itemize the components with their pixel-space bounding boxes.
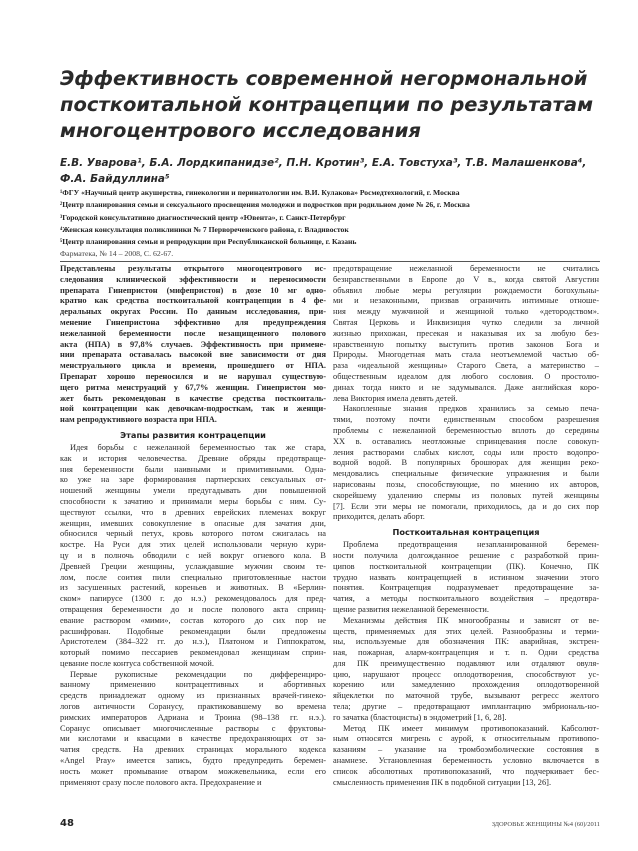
text-line: обносился черный петух, кровь которого потом сжигалась на: [60, 529, 326, 539]
text-line: цевание после контуса собственной мочой.: [60, 658, 214, 668]
affiliation-item: ⁴Женская консультация поликлиники № 7 Первореченского района, г. Владивосток: [60, 224, 349, 234]
text-line: го зачатка (бластоцисты) в эндометрий [1, 6, 28].: [333, 712, 507, 722]
text-line: нарисованы позы, способствующие, по мнению их авторов,: [333, 479, 599, 489]
right-body-text-bottom: [333, 540, 599, 788]
right-body-text-top: [333, 264, 599, 523]
abstract-line: деральных округах России. По данным исследования, при-: [60, 307, 326, 317]
text-line: Святая Церковь и Инквизиция чутко следили за личной: [333, 317, 599, 327]
text-line: ванному применению контрацептивных и абортивных: [60, 680, 326, 690]
text-line: анамнезе. Установленная беременность условно включается в: [333, 756, 599, 766]
abstract-line: следования клинической эффективности и переносимости: [60, 274, 326, 284]
text-line: лева Виктория имела девять детей.: [333, 393, 458, 403]
text-line: приходится, делать аборт.: [333, 512, 425, 522]
abstract-line: Препарат хорошо переносился и не нарушал существую-: [60, 371, 326, 381]
abstract-line: Представлены результаты открытого многоцентрового ис-: [60, 264, 326, 273]
text-line: нравственную попытку выступить против законов Бога и: [333, 339, 599, 349]
abstract-line: щего ритма менструаций у 67,7% женщин. Гинепристон мо-: [60, 382, 326, 392]
left-body-text: [60, 443, 326, 789]
text-line: динах тогда никто и не задумывался. Даже английская коро-: [333, 382, 599, 392]
text-line: как и история человечества. Древние обряды предотвраще-: [60, 453, 326, 463]
text-line: скорейшему удалению спермы из половых путей женщины: [333, 490, 599, 500]
abstract-line: нежеланной беременности после незащищенного полового: [60, 328, 326, 338]
title-line: многоцентрового исследования: [60, 119, 421, 142]
text-line: яйцеклетки по маточной трубе, вызывают регресс желтого: [333, 691, 599, 701]
text-line: корению или замедлению прохождения оплодотворенной: [333, 680, 599, 690]
text-line: логов античности Соранусу, практиковавшему во времена: [60, 702, 326, 712]
text-line: Древней Греции женщины, услаждавшие мужчин своим те-: [60, 561, 326, 571]
text-line: список абсолютных противопоказаний, что подчеркивает бес-: [333, 766, 599, 776]
text-line: чатия средств. На древних страницах морального кодекса: [60, 745, 326, 755]
text-line: Аристотелем (384–322 гг. до н.э.), Платоном и Гиппократом,: [60, 637, 326, 647]
text-line: Механизмы действия ПК многообразны и зависят от ве-: [343, 615, 599, 625]
text-line: мендовались специальные физические упражнения и были: [333, 469, 599, 479]
text-line: римских императоров Адриана и Троина (98–138 гг. н.э.).: [60, 712, 326, 722]
text-line: Идея борьбы с нежеланной беременностью так же стара,: [70, 442, 326, 452]
authors-line: Е.В. Уварова¹, Б.А. Лордкипанидзе², П.Н. Кротин³, Е.А. Товстуха³, Т.В. Малашенкова⁴,: [60, 157, 587, 169]
authors-line: Ф.А. Байдуллина⁵: [60, 173, 170, 185]
text-line: ми и незаконными, призвав ограничить интимные отноше-: [333, 296, 599, 306]
abstract: [60, 264, 326, 426]
text-line: ществ, применяемых для этих целей. Разнообразны и терми-: [333, 626, 599, 636]
text-line: объявил любые меры регуляции рождаемости богохульны-: [333, 285, 599, 295]
affiliations: [60, 187, 600, 248]
text-line: безнравственными в Европе до V в., когда святой Августин: [333, 274, 599, 284]
affiliation-item: ⁵Центр планирования семьи и репродукции при Республиканской больнице, г. Казань: [60, 237, 357, 247]
article-title: [60, 66, 600, 144]
text-line: евание раствором «мими», состав которого до сих пор не: [60, 615, 326, 625]
text-line: предотвращение нежеланной беременности не считались: [333, 264, 599, 273]
text-line: женщин, имевших совокупление в опасные для зачатия дни,: [60, 518, 326, 528]
text-line: Метод ПК имеет минимум противопоказаний. Кабсолют-: [343, 723, 599, 733]
text-line: расшифрован. Подобные рекомендации были предложены: [60, 626, 326, 636]
text-line: Природы. Многодетная мать стала неотъемлемой частью об-: [333, 350, 599, 360]
text-line: ности получила долгожданное решение с разработкой прин-: [333, 550, 599, 560]
text-line: ми кислотами и квасцами в качестве предохраняющих от за-: [60, 734, 326, 744]
title-line: посткоитальной контрацепции по результатам: [60, 93, 594, 116]
abstract-line: кратно как средства посткоитальной контрацепции в 4 фе-: [60, 296, 326, 306]
text-line: щение развития нежеланной беременности.: [333, 604, 489, 614]
abstract-line: нам репродуктивного возраста при НПА.: [60, 415, 217, 425]
page-number: 48: [60, 818, 74, 829]
text-line: способности к зачатию и принимали меры борьбы с ним. Су-: [60, 496, 326, 506]
abstract-line: акта (НПА) в 97,8% случаев. Эффективность при примене-: [60, 339, 326, 349]
abstract-line: менение Гинепристона эффективно для предупреждения: [60, 317, 326, 327]
text-line: лом, после соития пили специально приготовленные настои: [60, 572, 326, 582]
text-line: для ПК преимущественно подавляют или отдаляют овуля-: [333, 658, 599, 668]
title-line: Эффективность современной негормональной: [60, 67, 588, 90]
text-line: ко уже на заре формирования партнерских сексуальных от-: [60, 475, 326, 485]
text-line: раза «идеальной женщины» Старого Света, а материнство –: [333, 361, 599, 371]
text-line: применяют сразу после полового акта. Предохранение и: [60, 777, 262, 787]
text-line: «Angel Pray» имеется запись, будто предупредить беремен-: [60, 756, 326, 766]
text-line: Соранус описывает многочисленные растворы с фруктовы-: [60, 723, 326, 733]
text-line: отвращения беременности до и после полового акта спринц-: [60, 604, 326, 614]
text-line: [7]. Если эти меры не помогали, приходилось, да и до сих пор: [333, 501, 599, 511]
abstract-line: менструального цикла и времени, прошедшего от НПА.: [60, 361, 326, 371]
citation: Фарматека, № 14 – 2008, С. 62-67.: [60, 249, 174, 258]
text-line: смысленность применения ПК в подобной ситуации [13, 26].: [333, 777, 552, 787]
text-line: из засушенных растений, кореньев и животных. В «Берлин-: [60, 583, 326, 593]
text-line: жизнью прихожан, пресекая и наказывая их за любую без-: [333, 328, 599, 338]
text-line: костре. На Руси для этих целей использовали черную кури-: [60, 540, 326, 550]
text-line: XX в. оставались неотложные спринцевания после совокуп-: [333, 436, 599, 446]
text-line: Проблема предотвращения незапланированной беремен-: [343, 540, 599, 550]
text-line: ления растворами слабых кислот, соды или просто водопро-: [333, 447, 599, 457]
text-line: ным относятся мигрень с аурой, к относительным противопо-: [333, 734, 599, 744]
text-line: тями, поэтому почти единственным способом разрешения: [333, 415, 599, 425]
text-line: чатия, а методы посткоитального воздействия – предотвра-: [333, 594, 599, 604]
text-line: цу и в полночь обводили с ней вокруг огневого кола. В: [60, 550, 326, 560]
section-heading-postcoital: Посткоитальная контрацепция: [392, 527, 540, 538]
text-line: средств принадлежат одному из признанных врачей-гинеко-: [60, 691, 326, 701]
text-line: Первые рукописные рекомендации по дифференциро-: [70, 669, 326, 679]
abstract-line: нии препарата оставалась высокой вне зависимости от дня: [60, 350, 326, 360]
text-line: водной водой. В популярных брошюрах для женщин реко-: [333, 458, 599, 468]
right-column: [333, 264, 599, 788]
text-line: ния беременности были наивными и примитивными. Одна-: [60, 464, 326, 474]
text-line: общественным идеалом для любого сословия. О простолю-: [333, 371, 599, 381]
affiliation-item: ¹ФГУ «Научный центр акушерства, гинекологии и перинатологии им. В.И. Кулакова» Росмедтехнологий, г. Москва: [60, 188, 460, 197]
left-column: [60, 264, 326, 788]
text-line: цию, нарушают процесс оплодотворения, способствуют ус-: [333, 669, 599, 679]
section-heading-contraception-history: Этапы развития контрацепции: [120, 429, 266, 440]
affiliation-item: ²Центр планирования семьи и сексуального просвещения молодежи и подростков при родильном доме № 26, г. Москва: [60, 200, 470, 210]
text-line: казаниям – указание на тромбоэмболические состояния в: [333, 745, 599, 755]
text-line: ны, используемые для обозначения ПК: аварийная, экстрен-: [333, 637, 599, 647]
text-line: ная, пожарная, аларм-контрацепция и т. п. Одни средства: [333, 648, 599, 658]
text-line: ском» папирусе (1300 г. до н.э.) рекомендовалось для пред-: [60, 594, 326, 604]
text-line: ношений женщины умели предугадывать дни повышенной: [60, 486, 326, 496]
abstract-line: ной контрацепции как девочкам-подросткам, так и женщи-: [60, 404, 326, 414]
text-line: ществуют ссылки, что в древних еврейских племенах вокруг: [60, 507, 326, 517]
header-divider: [60, 261, 600, 262]
abstract-line: препарата Гинепристон (мифепристон) в дозе 10 мг одно-: [60, 285, 326, 295]
text-line: проблемы с нежеланной беременностью вплоть до середины: [333, 425, 599, 435]
text-line: который помимо пессариев рекомендовал женщинам сприн-: [60, 648, 326, 658]
author-list: [60, 155, 600, 187]
text-line: ния между мужчиной и женщиной только «детородством».: [333, 307, 599, 317]
journal-footer: ЗДОРОВЬЕ ЖЕНЩИНЫ №4 (60)/2011: [491, 821, 600, 828]
text-line: ципов посткоитальной контрацепции (ПК). Конечно, ПК: [333, 561, 599, 571]
text-line: трудно назвать контрацепцией в истинном значении этого: [333, 572, 599, 582]
text-line: тела; другие – предотвращают имплантацию эмбриональ-но-: [333, 702, 599, 712]
affiliation-item: ³Городской консультативно диагностический центр «Ювента», г. Санкт-Петербург: [60, 212, 346, 222]
text-line: ность может промывание отваром можжевельника, если его: [60, 766, 326, 776]
text-line: Накопленные знания предков хранились за семью печа-: [343, 404, 599, 414]
abstract-line: жет быть рекомендован в качестве средства посткоиталь-: [60, 393, 326, 403]
text-line: понятия. Контрацепция подразумевает предотвращение за-: [333, 583, 599, 593]
